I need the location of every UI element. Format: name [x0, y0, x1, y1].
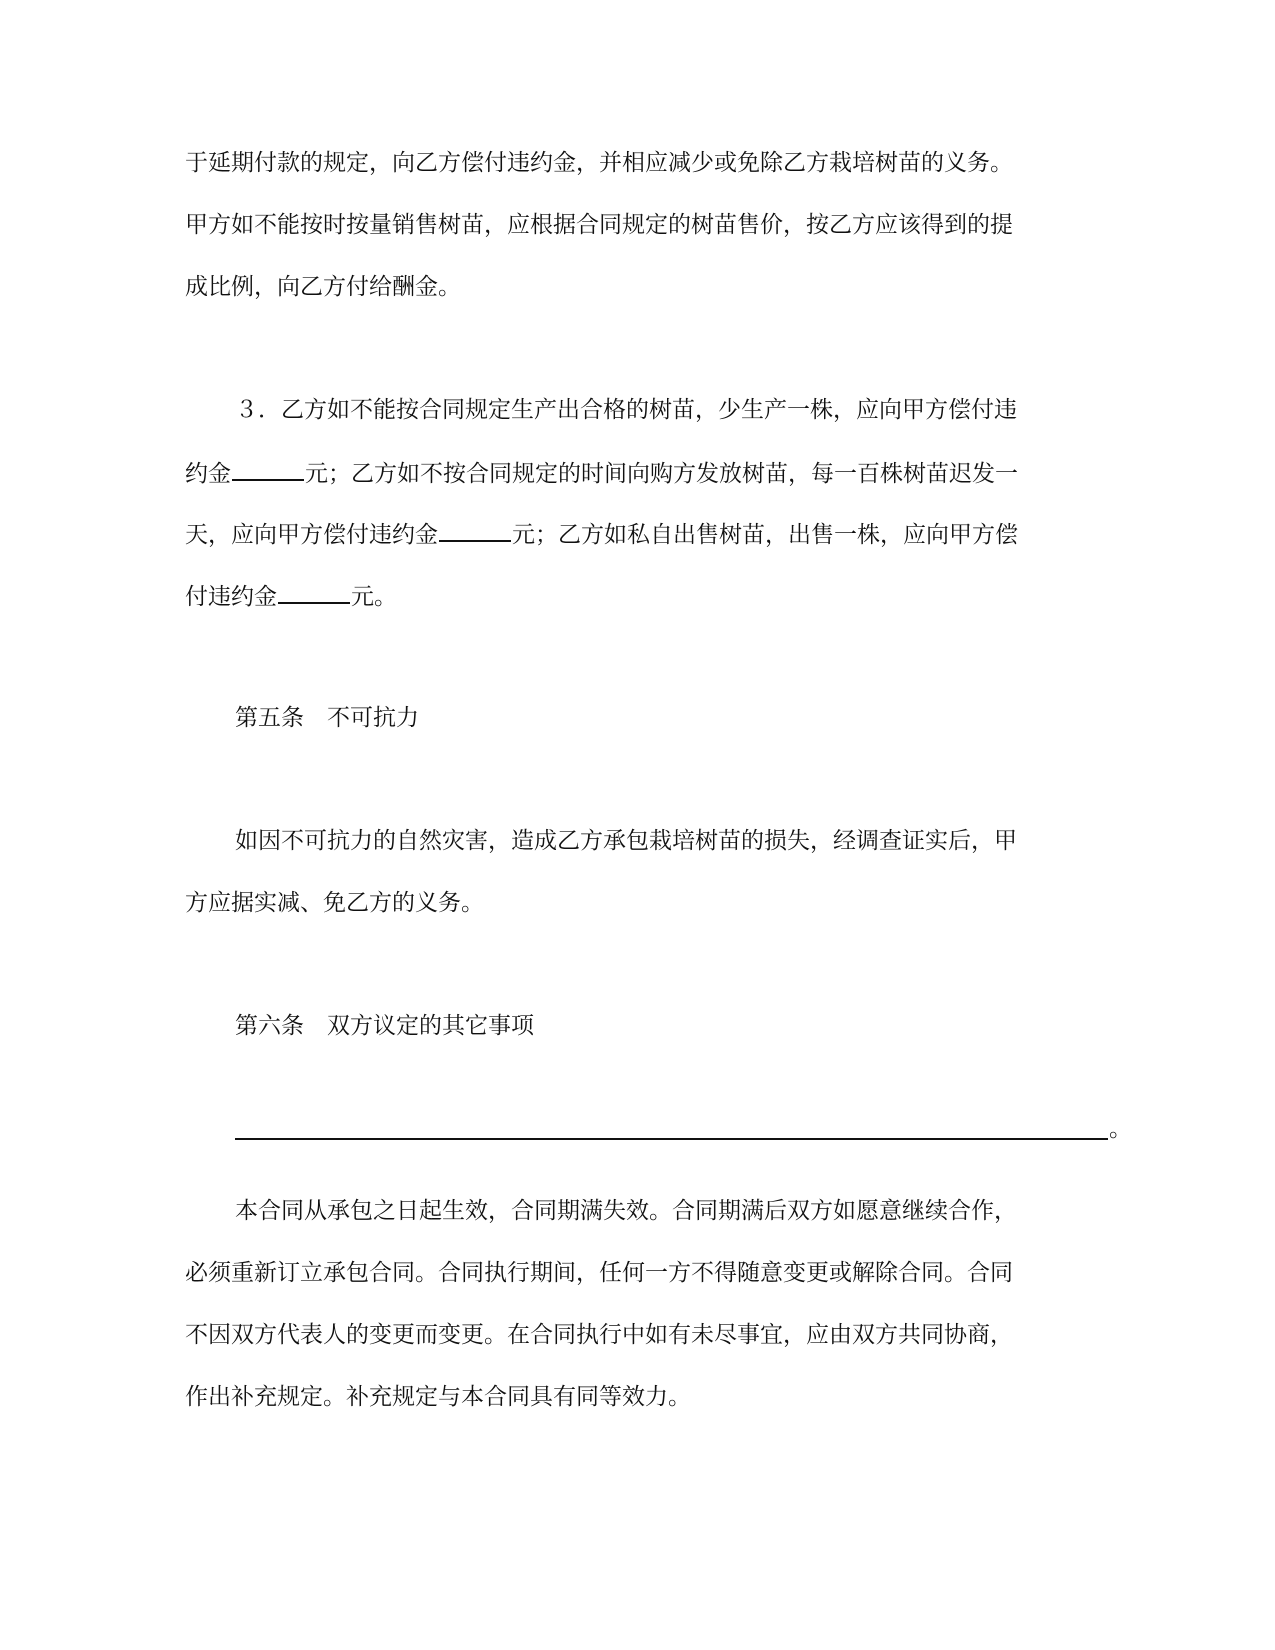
- clause-text: 天，应向甲方偿付违约金: [185, 522, 438, 548]
- clause-text: 元；乙方如不按合同规定的时间向购方发放树苗，每一百株树苗迟发一: [305, 461, 1018, 487]
- article-5-line: 方应据实减、免乙方的义务。: [185, 890, 484, 916]
- fill-in-blank[interactable]: [235, 1138, 1108, 1140]
- blank-period: 。: [1109, 1116, 1132, 1142]
- clause-text: 元。: [351, 584, 397, 610]
- article-6-blank-row: [235, 1114, 1132, 1144]
- article-5-line: 如因不可抗力的自然灾害，造成乙方承包栽培树苗的损失，经调查证实后，甲: [235, 828, 1017, 854]
- closing-line: 作出补充规定。补充规定与本合同具有同等效力。: [185, 1384, 691, 1410]
- clause-3-line: [185, 580, 397, 610]
- paragraph-line: 成比例，向乙方付给酬金。: [185, 274, 461, 300]
- fill-in-blank[interactable]: [232, 457, 304, 481]
- clause-text: 元；乙方如私自出售树苗，出售一株，应向甲方偿: [512, 522, 1018, 548]
- paragraph-line: 甲方如不能按时按量销售树苗，应根据合同规定的树苗售价，按乙方应该得到的提: [185, 212, 1013, 238]
- closing-line: 必须重新订立承包合同。合同执行期间，任何一方不得随意变更或解除合同。合同: [185, 1260, 1013, 1286]
- clause-3-line: [185, 518, 1018, 548]
- clause-text: 付违约金: [185, 584, 277, 610]
- fill-in-blank[interactable]: [278, 580, 350, 604]
- closing-line: 不因双方代表人的变更而变更。在合同执行中如有未尽事宜，应由双方共同协商，: [185, 1322, 1013, 1348]
- closing-line: 本合同从承包之日起生效，合同期满失效。合同期满后双方如愿意继续合作，: [235, 1198, 1017, 1224]
- fill-in-blank[interactable]: [439, 518, 511, 542]
- clause-3-line: ３．乙方如不能按合同规定生产出合格的树苗，少生产一株，应向甲方偿付违: [235, 397, 1017, 423]
- article-5-heading: 第五条 不可抗力: [235, 705, 419, 731]
- article-6-heading: 第六条 双方议定的其它事项: [235, 1013, 534, 1039]
- clause-3-line: [185, 457, 1018, 487]
- paragraph-line: 于延期付款的规定，向乙方偿付违约金，并相应减少或免除乙方栽培树苗的义务。: [185, 150, 1013, 176]
- clause-text: 约金: [185, 461, 231, 487]
